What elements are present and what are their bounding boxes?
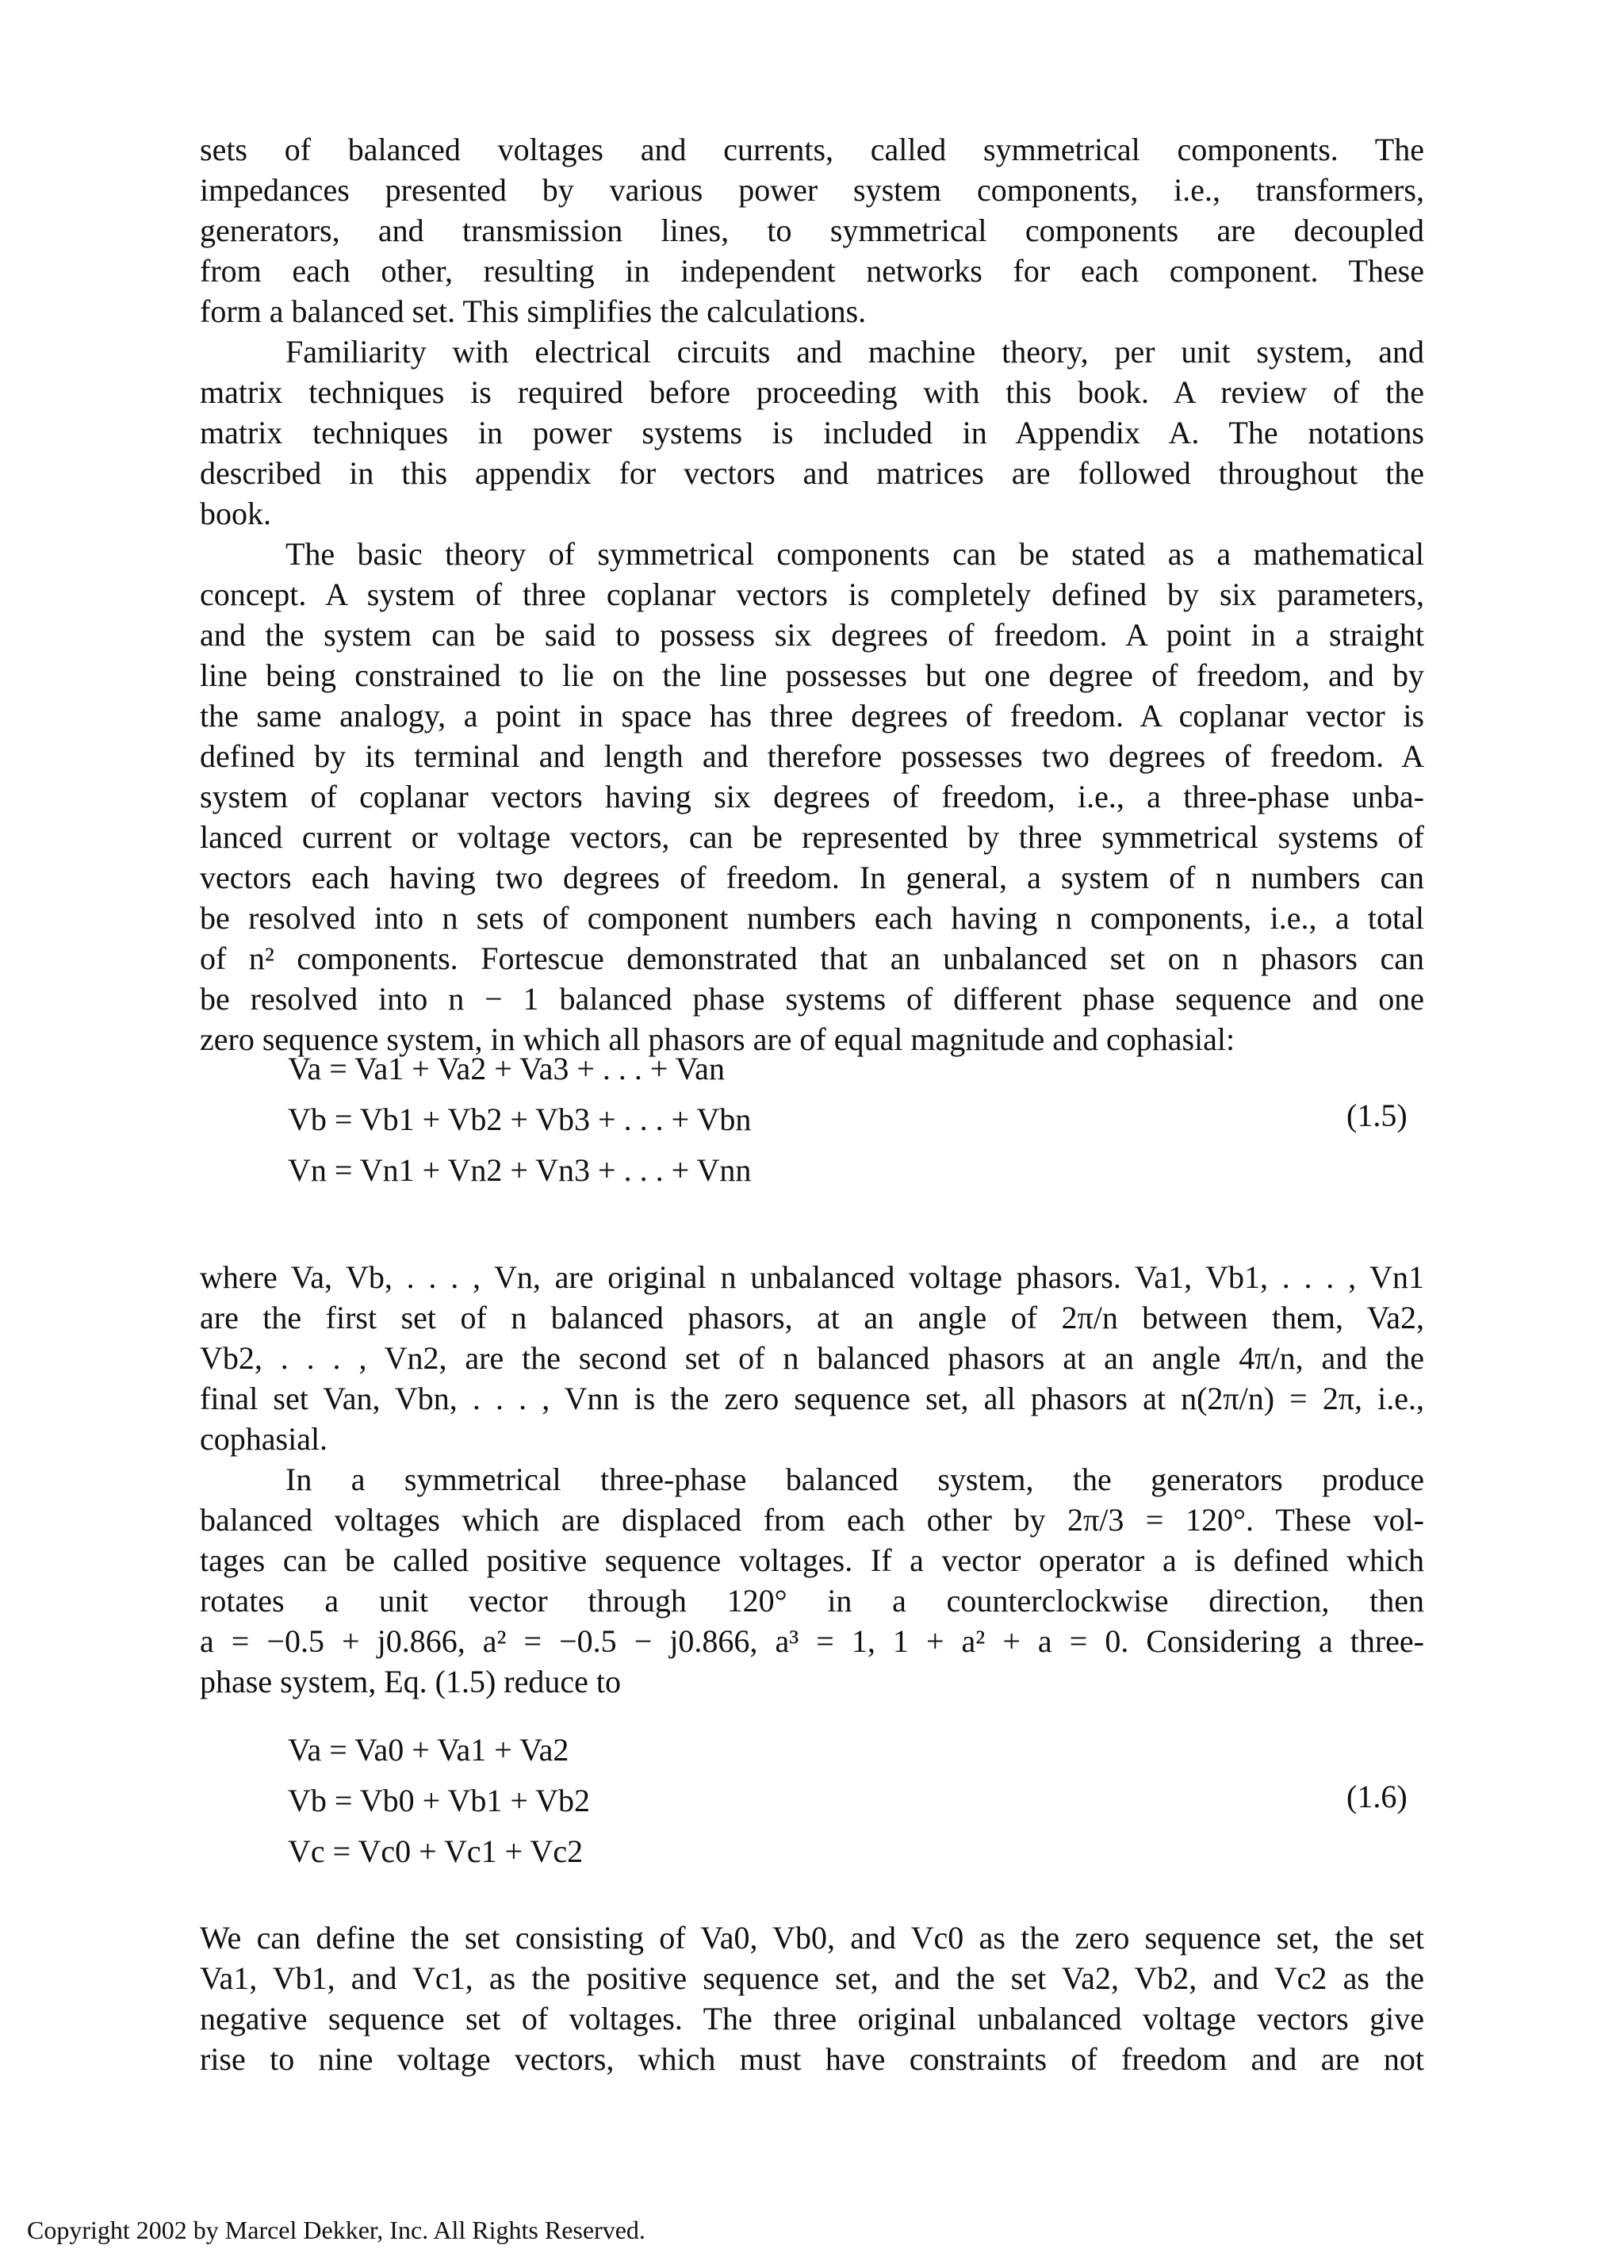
text-line: balanced voltages which are displaced from each other by 2π/3 = 120°. These vol- — [200, 1502, 1424, 1538]
equation-1-5 — [288, 1044, 751, 1196]
equation-row: Vb = Vb1 + Vb2 + Vb3 + . . . + Vbn — [288, 1101, 752, 1137]
equation-number: (1.6) — [1346, 1779, 1408, 1814]
equation-number: (1.5) — [1346, 1098, 1408, 1133]
text-line: vectors each having two degrees of freedom. In general, a system of n numbers can — [200, 860, 1424, 895]
text-line: lanced current or voltage vectors, can be represented by three symmetrical systems of — [200, 819, 1424, 855]
text-line: rise to nine voltage vectors, which must have constraints of freedom and are not — [200, 2041, 1424, 2077]
equation-row: Va = Va1 + Va2 + Va3 + . . . + Van — [288, 1051, 725, 1086]
text-line: generators, and transmission lines, to symmetrical components are decoupled — [200, 213, 1424, 248]
text-line: sets of balanced voltages and currents, called symmetrical components. The — [200, 132, 1424, 167]
text-line: zero sequence system, in which all phasors are of equal magnitude and cophasial: — [200, 1021, 1235, 1057]
text-line: impedances presented by various power system components, i.e., transformers, — [200, 172, 1424, 208]
text-line: cophasial. — [200, 1421, 328, 1457]
text-line: Va1, Vb1, and Vc1, as the positive sequence set, and the set Va2, Vb2, and Vc2 as the — [200, 1960, 1424, 1996]
text-line: matrix techniques is required before proceeding with this book. A review of the — [200, 374, 1424, 410]
text-line: a = −0.5 + j0.866, a² = −0.5 − j0.866, a³ = 1, 1 + a² + a = 0. Considering a three- — [200, 1623, 1424, 1659]
text-line: and the system can be said to possess six degrees of freedom. A point in a straight — [200, 617, 1424, 653]
equation-row: Vc = Vc0 + Vc1 + Vc2 — [288, 1833, 584, 1869]
equation-1-6 — [288, 1725, 590, 1877]
paragraph-3 — [200, 534, 1424, 1059]
text-line: defined by its terminal and length and therefore possesses two degrees of freedom. A — [200, 738, 1424, 774]
text-line: tages can be called positive sequence voltages. If a vector operator a is defined which — [200, 1542, 1424, 1578]
paragraph-6 — [200, 1917, 1424, 2079]
text-line: are the first set of n balanced phasors, at an angle of 2π/n between them, Va2, — [200, 1300, 1424, 1335]
text-line: where Va, Vb, . . . , Vn, are original n unbalanced voltage phasors. Va1, Vb1, . . . , Vn1 — [200, 1259, 1424, 1295]
text-line: system of coplanar vectors having six degrees of freedom, i.e., a three-phase unba- — [200, 779, 1424, 814]
text-line: concept. A system of three coplanar vectors is completely defined by six parameters, — [200, 577, 1424, 612]
text-line: The basic theory of symmetrical components can be stated as a mathematical — [285, 536, 1424, 572]
text-line: phase system, Eq. (1.5) reduce to — [200, 1664, 621, 1699]
paragraph-2 — [200, 331, 1424, 534]
text-line: rotates a unit vector through 120° in a counterclockwise direction, then — [200, 1583, 1424, 1619]
text-line: described in this appendix for vectors and matrices are followed throughout the — [200, 455, 1424, 491]
text-line: from each other, resulting in independent networks for each component. These — [200, 253, 1424, 289]
text-line: We can define the set consisting of Va0, Vb0, and Vc0 as the zero sequence set, the set — [200, 1920, 1424, 1956]
text-line: Vb2, . . . , Vn2, are the second set of n balanced phasors at an angle 4π/n, and the — [200, 1340, 1424, 1376]
equation-row: Vn = Vn1 + Vn2 + Vn3 + . . . + Vnn — [288, 1152, 752, 1188]
text-line: In a symmetrical three-phase balanced system, the generators produce — [285, 1462, 1424, 1497]
text-line: be resolved into n − 1 balanced phase systems of different phase sequence and one — [200, 981, 1424, 1017]
copyright-footer: Copyright 2002 by Marcel Dekker, Inc. All Rights Reserved. — [27, 2216, 645, 2244]
text-line: book. — [200, 496, 271, 531]
equation-row: Va = Va0 + Va1 + Va2 — [288, 1732, 569, 1768]
text-line: of n² components. Fortescue demonstrated that an unbalanced set on n phasors can — [200, 941, 1424, 976]
text-line: the same analogy, a point in space has three degrees of freedom. A coplanar vector is — [200, 698, 1424, 734]
paragraph-5 — [200, 1459, 1424, 1702]
text-line: matrix techniques in power systems is included in Appendix A. The notations — [200, 415, 1424, 450]
text-line: form a balanced set. This simplifies the calculations. — [200, 293, 867, 329]
text-line: negative sequence set of voltages. The three original unbalanced voltage vectors give — [200, 2001, 1424, 2036]
text-line: line being constrained to lie on the line possesses but one degree of freedom, and by — [200, 657, 1424, 693]
text-line: final set Van, Vbn, . . . , Vnn is the zero sequence set, all phasors at n(2π/n) = 2π, i.e., — [200, 1381, 1424, 1416]
paragraph-1 — [200, 129, 1424, 331]
text-line: be resolved into n sets of component numbers each having n components, i.e., a total — [200, 900, 1424, 936]
equation-row: Vb = Vb0 + Vb1 + Vb2 — [288, 1783, 591, 1818]
paragraph-4 — [200, 1257, 1424, 1459]
text-line: Familiarity with electrical circuits and machine theory, per unit system, and — [285, 334, 1424, 370]
